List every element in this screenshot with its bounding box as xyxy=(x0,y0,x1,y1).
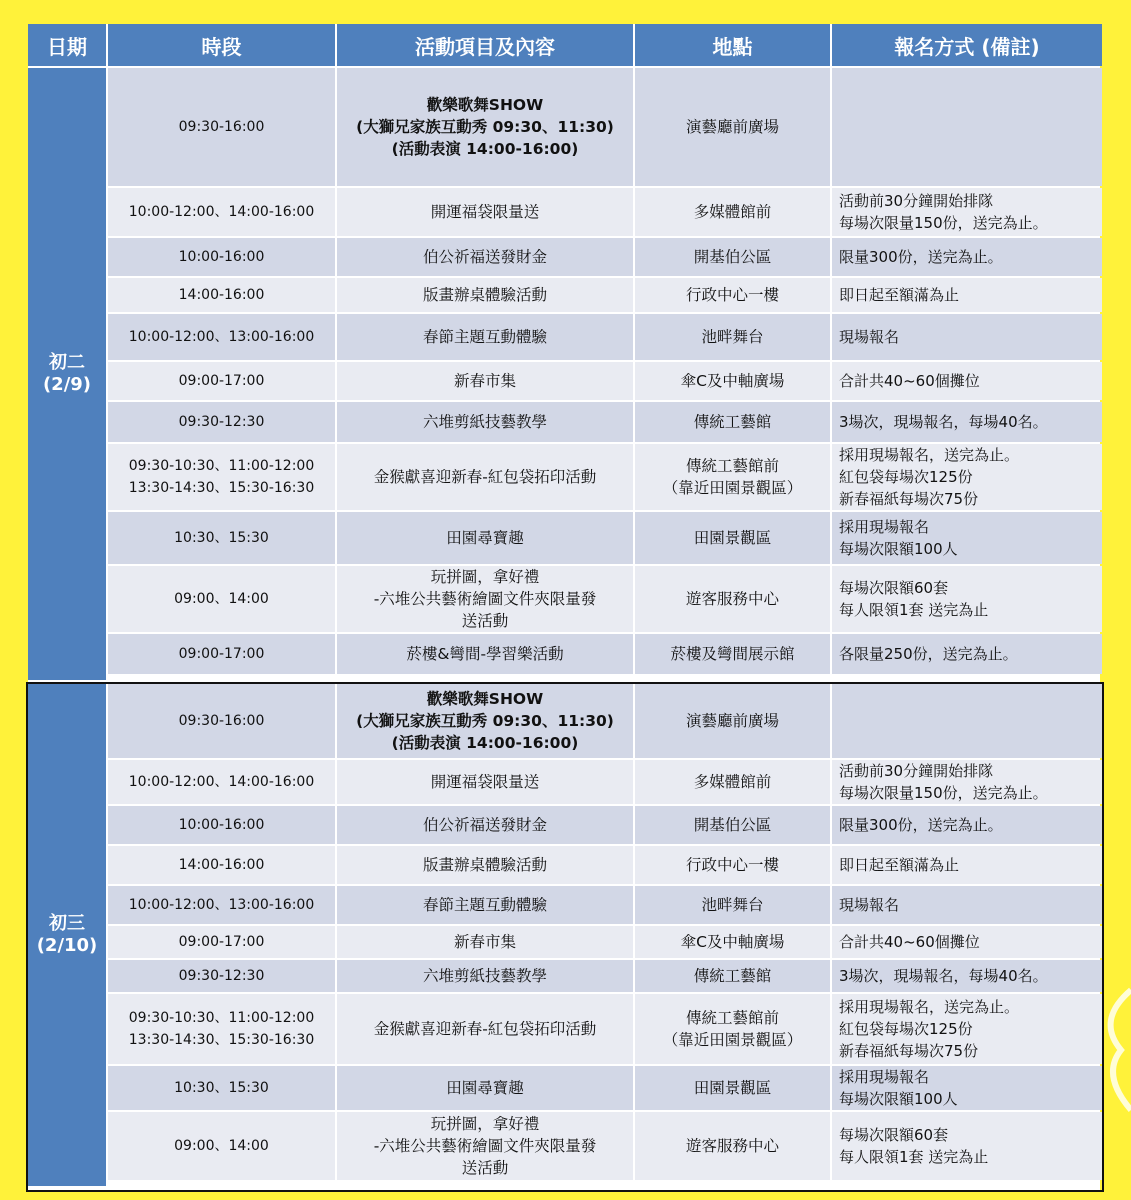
note-cell-line: 採用現場報名，送完為止。 xyxy=(839,998,1020,1016)
time-cell xyxy=(108,362,335,400)
note-cell-line: 每場次限額100人 xyxy=(839,1090,958,1108)
header-location: 地點 xyxy=(635,24,830,66)
time-cell xyxy=(108,68,335,186)
note-cell-line: 每場次限量150份，送完為止。 xyxy=(839,784,1048,802)
time-cell-line: 10:00-12:00、14:00-16:00 xyxy=(128,774,315,790)
activity-cell xyxy=(337,806,633,844)
note-cell-line: 採用現場報名，送完為止。 xyxy=(839,446,1020,464)
note-cell xyxy=(832,566,1102,632)
note-cell xyxy=(832,886,1102,924)
activity-cell-line: 送活動 xyxy=(461,1159,509,1177)
activity-cell-line: 金猴獻喜迎新春-紅包袋拓印活動 xyxy=(373,1020,597,1038)
location-cell xyxy=(635,886,830,924)
table-row xyxy=(108,994,1100,1064)
activity-cell-line: 歡樂歌舞SHOW xyxy=(426,690,544,708)
activity-cell-line: 玩拼圖，拿好禮 xyxy=(430,568,540,586)
location-cell xyxy=(635,512,830,564)
note-cell-line: 3場次，現場報名，每場40名。 xyxy=(839,413,1048,431)
time-cell xyxy=(108,238,335,276)
time-cell-line: 13:30-14:30、15:30-16:30 xyxy=(128,480,315,496)
location-cell xyxy=(635,278,830,312)
note-cell-line: 紅包袋每場次125份 xyxy=(839,1020,973,1038)
activity-cell-line: 菸樓&彎間-學習樂活動 xyxy=(406,645,564,663)
table-row xyxy=(108,238,1100,276)
activity-cell xyxy=(337,1112,633,1180)
location-cell-line: 行政中心一樓 xyxy=(685,856,779,874)
note-cell-line: 每場次限量150份，送完為止。 xyxy=(839,214,1048,232)
location-cell xyxy=(635,760,830,804)
location-cell-line: 池畔舞台 xyxy=(701,328,764,346)
location-cell-line: 傳統工藝館 xyxy=(693,413,772,431)
time-cell xyxy=(108,886,335,924)
location-cell xyxy=(635,402,830,442)
time-cell xyxy=(108,994,335,1064)
note-cell-line: 現場報名 xyxy=(839,896,900,914)
activity-cell-line: 歡樂歌舞SHOW xyxy=(426,96,544,114)
activity-cell xyxy=(337,402,633,442)
activity-cell xyxy=(337,634,633,674)
location-cell xyxy=(635,68,830,186)
time-cell-line: 09:30-10:30、11:00-12:00 xyxy=(128,1010,315,1026)
location-cell-line: 田園景觀區 xyxy=(693,529,772,547)
note-cell xyxy=(832,760,1102,804)
location-cell xyxy=(635,684,830,758)
note-cell xyxy=(832,806,1102,844)
activity-cell-line: 版畫辦桌體驗活動 xyxy=(422,286,547,304)
activity-cell-line: -六堆公共藝術繪圖文件夾限量發 xyxy=(373,590,597,608)
location-cell-line: 池畔舞台 xyxy=(701,896,764,914)
note-cell xyxy=(832,402,1102,442)
note-cell-line: 每場次限額60套 xyxy=(839,579,949,597)
time-cell-line: 09:00-17:00 xyxy=(178,934,265,950)
location-cell xyxy=(635,846,830,884)
note-cell xyxy=(832,314,1102,360)
time-cell-line: 09:00-17:00 xyxy=(178,373,265,389)
time-cell-line: 10:00-12:00、14:00-16:00 xyxy=(128,204,315,220)
time-cell-line: 10:00-16:00 xyxy=(178,817,265,833)
note-cell-line: 新春福紙每場次75份 xyxy=(839,490,979,508)
location-cell xyxy=(635,188,830,236)
note-cell-line: 每場次限額100人 xyxy=(839,540,958,558)
location-cell-line: 傘C及中軸廣場 xyxy=(680,372,785,390)
note-cell-line: 每場次限額60套 xyxy=(839,1126,949,1144)
time-cell xyxy=(108,926,335,958)
location-cell xyxy=(635,806,830,844)
location-cell-line: 傘C及中軸廣場 xyxy=(680,933,785,951)
time-cell-line: 10:30、15:30 xyxy=(174,530,269,546)
time-cell-line: 09:30-16:00 xyxy=(178,119,265,135)
location-cell-line: 行政中心一樓 xyxy=(685,286,779,304)
note-cell xyxy=(832,444,1102,510)
time-cell xyxy=(108,634,335,674)
activity-cell xyxy=(337,1066,633,1110)
activity-cell xyxy=(337,886,633,924)
location-cell-line: 傳統工藝館前 xyxy=(685,1009,779,1027)
time-cell-line: 13:30-14:30、15:30-16:30 xyxy=(128,1032,315,1048)
location-cell-line: 多媒體館前 xyxy=(693,773,772,791)
note-cell xyxy=(832,846,1102,884)
day3-rows xyxy=(108,684,1100,1182)
time-cell-line: 14:00-16:00 xyxy=(178,287,265,303)
time-cell-line: 10:30、15:30 xyxy=(174,1080,269,1096)
note-cell xyxy=(832,960,1102,992)
location-cell-line: （靠近田園景觀區） xyxy=(662,479,803,497)
time-cell-line: 09:30-16:00 xyxy=(178,713,265,729)
activity-cell xyxy=(337,314,633,360)
table-row xyxy=(108,806,1100,844)
activity-cell xyxy=(337,188,633,236)
note-cell-line: 每人限領1套 送完為止 xyxy=(839,1148,989,1166)
location-cell-line: （靠近田園景觀區） xyxy=(662,1031,803,1049)
activity-cell xyxy=(337,926,633,958)
header-time: 時段 xyxy=(108,24,335,66)
activity-cell-line: 田園尋寶趣 xyxy=(446,1079,524,1097)
activity-cell-line: (大獅兄家族互動秀 09:30、11:30) xyxy=(356,118,614,136)
note-cell-line: 新春福紙每場次75份 xyxy=(839,1042,979,1060)
time-cell-line: 09:00、14:00 xyxy=(174,591,269,607)
location-cell xyxy=(635,238,830,276)
note-cell-line: 合計共40~60個攤位 xyxy=(839,933,980,951)
table-row xyxy=(108,960,1100,992)
note-cell-line: 各限量250份，送完為止。 xyxy=(839,645,1018,663)
activity-cell-line: 開運福袋限量送 xyxy=(430,773,540,791)
note-cell xyxy=(832,512,1102,564)
time-cell xyxy=(108,684,335,758)
location-cell-line: 遊客服務中心 xyxy=(685,1137,779,1155)
note-cell-line: 採用現場報名 xyxy=(839,518,930,536)
time-cell-line: 09:30-10:30、11:00-12:00 xyxy=(128,458,315,474)
table-row xyxy=(108,760,1100,804)
activity-cell-line: (活動表演 14:00-16:00) xyxy=(391,140,579,158)
note-cell-line: 每人限領1套 送完為止 xyxy=(839,601,989,619)
activity-cell-line: 六堆剪紙技藝教學 xyxy=(422,967,547,985)
time-cell xyxy=(108,512,335,564)
location-cell-line: 遊客服務中心 xyxy=(685,590,779,608)
day-label: 初三 xyxy=(49,913,85,934)
time-cell xyxy=(108,960,335,992)
location-cell xyxy=(635,444,830,510)
time-cell-line: 09:30-12:30 xyxy=(178,414,265,430)
activity-cell xyxy=(337,566,633,632)
location-cell-line: 多媒體館前 xyxy=(693,203,772,221)
note-cell xyxy=(832,238,1102,276)
note-cell xyxy=(832,188,1102,236)
note-cell-line: 活動前30分鐘開始排隊 xyxy=(839,762,994,780)
activity-cell-line: 送活動 xyxy=(461,612,509,630)
note-cell xyxy=(832,634,1102,674)
location-cell xyxy=(635,314,830,360)
activity-cell-line: (大獅兄家族互動秀 09:30、11:30) xyxy=(356,712,614,730)
activity-cell-line: 伯公祈福送發財金 xyxy=(422,248,547,266)
table-row xyxy=(108,512,1100,564)
note-cell-line: 限量300份，送完為止。 xyxy=(839,248,1003,266)
day-label: 初二 xyxy=(49,352,85,373)
location-cell xyxy=(635,566,830,632)
table-row xyxy=(108,278,1100,312)
table-row xyxy=(108,314,1100,360)
activity-cell-line: 新春市集 xyxy=(453,933,516,951)
note-cell xyxy=(832,926,1102,958)
activity-cell xyxy=(337,238,633,276)
activity-cell xyxy=(337,512,633,564)
time-cell xyxy=(108,760,335,804)
schedule-table xyxy=(28,24,1100,1190)
activity-cell-line: 春節主題互動體驗 xyxy=(422,328,547,346)
time-cell xyxy=(108,278,335,312)
day-date: (2/10) xyxy=(36,935,98,956)
table-row xyxy=(108,68,1100,186)
time-cell xyxy=(108,444,335,510)
table-row xyxy=(108,566,1100,632)
header-date: 日期 xyxy=(28,24,106,66)
location-cell xyxy=(635,362,830,400)
location-cell xyxy=(635,994,830,1064)
location-cell-line: 田園景觀區 xyxy=(693,1079,772,1097)
table-header xyxy=(28,24,1100,66)
time-cell xyxy=(108,566,335,632)
note-cell-line: 即日起至額滿為止 xyxy=(839,286,960,304)
activity-cell xyxy=(337,994,633,1064)
location-cell-line: 演藝廳前廣場 xyxy=(685,712,779,730)
activity-cell xyxy=(337,960,633,992)
time-cell xyxy=(108,402,335,442)
note-cell xyxy=(832,68,1102,186)
day-date: (2/9) xyxy=(42,374,92,395)
note-cell xyxy=(832,1066,1102,1110)
note-cell-line: 合計共40~60個攤位 xyxy=(839,372,980,390)
location-cell-line: 菸樓及彎間展示館 xyxy=(670,645,795,663)
time-cell xyxy=(108,314,335,360)
note-cell-line: 活動前30分鐘開始排隊 xyxy=(839,192,994,210)
activity-cell-line: 金猴獻喜迎新春-紅包袋拓印活動 xyxy=(373,468,597,486)
activity-cell-line: 伯公祈福送發財金 xyxy=(422,816,547,834)
table-row xyxy=(108,402,1100,442)
time-cell xyxy=(108,806,335,844)
activity-cell xyxy=(337,760,633,804)
location-cell xyxy=(635,926,830,958)
location-cell-line: 演藝廳前廣場 xyxy=(685,118,779,136)
header-activity: 活動項目及內容 xyxy=(337,24,633,66)
time-cell-line: 10:00-12:00、13:00-16:00 xyxy=(128,897,315,913)
time-cell-line: 09:00-17:00 xyxy=(178,646,265,662)
table-row xyxy=(108,1112,1100,1180)
day2-rows xyxy=(108,68,1100,676)
note-cell-line: 限量300份，送完為止。 xyxy=(839,816,1003,834)
table-row xyxy=(108,634,1100,674)
activity-cell-line: 田園尋寶趣 xyxy=(446,529,524,547)
time-cell-line: 09:30-12:30 xyxy=(178,968,265,984)
location-cell xyxy=(635,960,830,992)
decorative-swoosh xyxy=(1091,980,1131,1120)
note-cell xyxy=(832,278,1102,312)
activity-cell xyxy=(337,846,633,884)
note-cell xyxy=(832,1112,1102,1180)
time-cell-line: 10:00-12:00、13:00-16:00 xyxy=(128,329,315,345)
note-cell-line: 現場報名 xyxy=(839,328,900,346)
table-row xyxy=(108,846,1100,884)
note-cell-line: 採用現場報名 xyxy=(839,1068,930,1086)
location-cell-line: 傳統工藝館前 xyxy=(685,457,779,475)
activity-cell-line: 開運福袋限量送 xyxy=(430,203,540,221)
note-cell-line: 3場次，現場報名，每場40名。 xyxy=(839,967,1048,985)
location-cell xyxy=(635,1066,830,1110)
table-row xyxy=(108,188,1100,236)
table-row xyxy=(108,926,1100,958)
location-cell-line: 開基伯公區 xyxy=(693,816,772,834)
table-row xyxy=(108,684,1100,758)
time-cell-line: 09:00、14:00 xyxy=(174,1138,269,1154)
date-cell-day2 xyxy=(28,68,106,680)
activity-cell-line: 六堆剪紙技藝教學 xyxy=(422,413,547,431)
activity-cell-line: 新春市集 xyxy=(453,372,516,390)
activity-cell xyxy=(337,684,633,758)
activity-cell-line: 春節主題互動體驗 xyxy=(422,896,547,914)
time-cell-line: 14:00-16:00 xyxy=(178,857,265,873)
table-row xyxy=(108,886,1100,924)
note-cell xyxy=(832,994,1102,1064)
time-cell-line: 10:00-16:00 xyxy=(178,249,265,265)
time-cell xyxy=(108,188,335,236)
activity-cell xyxy=(337,68,633,186)
note-cell-line: 紅包袋每場次125份 xyxy=(839,468,973,486)
table-row xyxy=(108,444,1100,510)
date-cell-day3 xyxy=(28,684,106,1186)
note-cell-line: 即日起至額滿為止 xyxy=(839,856,960,874)
time-cell xyxy=(108,1066,335,1110)
activity-cell xyxy=(337,362,633,400)
location-cell xyxy=(635,1112,830,1180)
location-cell-line: 開基伯公區 xyxy=(693,248,772,266)
note-cell xyxy=(832,684,1102,758)
note-cell xyxy=(832,362,1102,400)
location-cell xyxy=(635,634,830,674)
location-cell-line: 傳統工藝館 xyxy=(693,967,772,985)
activity-cell xyxy=(337,278,633,312)
activity-cell-line: 玩拼圖，拿好禮 xyxy=(430,1115,540,1133)
activity-cell-line: 版畫辦桌體驗活動 xyxy=(422,856,547,874)
table-row xyxy=(108,362,1100,400)
activity-cell xyxy=(337,444,633,510)
activity-cell-line: (活動表演 14:00-16:00) xyxy=(391,734,579,752)
table-row xyxy=(108,1066,1100,1110)
activity-cell-line: -六堆公共藝術繪圖文件夾限量發 xyxy=(373,1137,597,1155)
header-registration: 報名方式 (備註) xyxy=(832,24,1102,66)
time-cell xyxy=(108,846,335,884)
time-cell xyxy=(108,1112,335,1180)
